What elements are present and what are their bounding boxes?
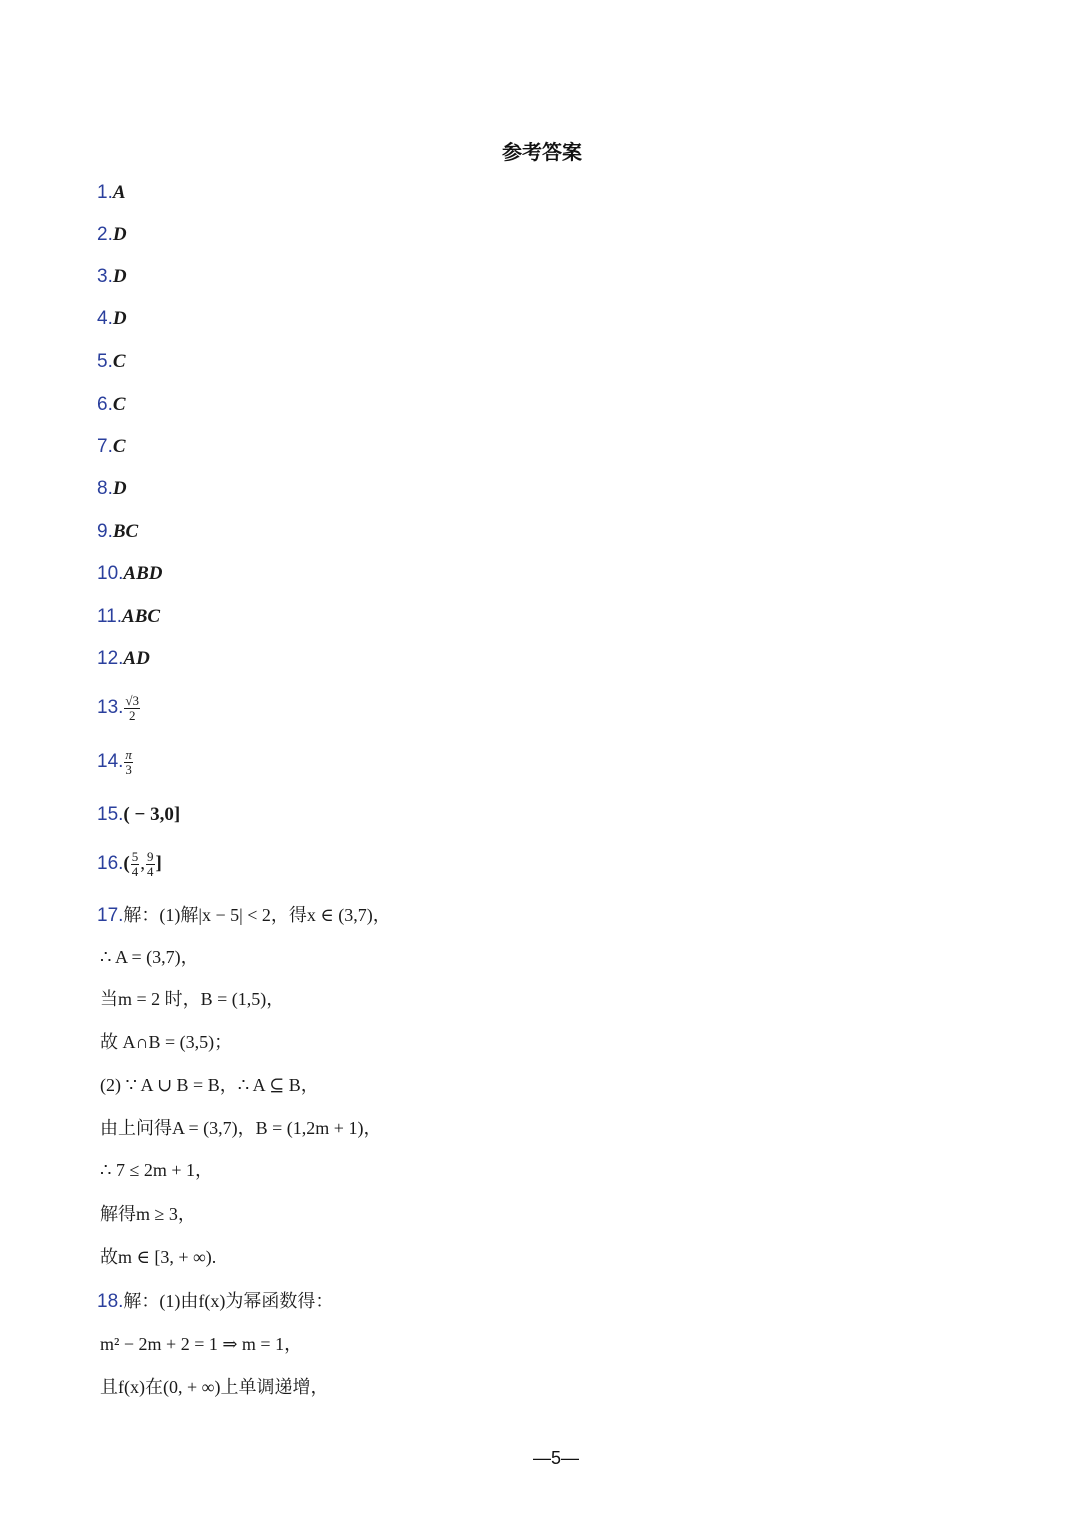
question-number: 14. [97,751,124,772]
fraction [124,748,133,777]
question-number: 8. [97,478,113,499]
question-number: 2. [97,224,113,245]
question-number: 17. [97,905,124,926]
answer-line-13 [97,690,141,726]
solution-line: m² − 2m + 2 = 1 ⇒ m = 1， [100,1334,303,1354]
question-number: 18. [97,1291,124,1312]
answer-line-7 [97,434,126,460]
question-number: 9. [97,521,113,542]
answer-value: C [112,436,126,457]
fraction-numerator: √3 [125,693,140,709]
answer-value: ABD [123,563,163,584]
solution-line: 故 A∩B = (3,5)； [100,1032,233,1052]
solution-line: 解得m ≥ 3， [100,1204,196,1224]
question-number: 6. [97,394,113,415]
question-number: 12. [97,648,124,669]
solution-line: 且f(x)在(0, + ∞)上单调递增， [100,1377,329,1397]
answer-value: D [112,478,127,499]
answer-line-9 [97,519,138,545]
answer-line-12 [97,646,150,672]
solution-text: 解：(1)解|x − 5| < 2，得x ∈ (3,7)， [123,905,391,925]
question-number: 13. [97,697,124,718]
answer-line-11 [97,604,160,630]
answer-line-16 [97,846,162,882]
solution-line: ∴ 7 ≤ 2m + 1， [100,1160,213,1180]
fraction [124,694,140,723]
answer-line-2 [97,222,127,248]
fraction-denominator: 3 [125,762,132,778]
solution-line [97,1288,333,1315]
page-number: —5— [532,1448,579,1468]
answer-value: BC [112,521,139,542]
answer-value: C [112,351,126,372]
answer-line-3 [97,264,127,290]
fraction-numerator: 5 [131,849,139,865]
interval-open: ( [123,853,130,874]
answer-line-5 [97,349,126,375]
answer-value: D [112,266,127,287]
separator: , [140,853,145,874]
answer-value: C [112,394,126,415]
question-number: 4. [97,308,113,329]
solution-text: 解：(1)由f(x)为幂函数得： [123,1291,334,1311]
question-number: 5. [97,351,113,372]
question-number: 15. [97,804,124,825]
interval-close: ] [155,853,162,874]
question-number: 11. [97,606,123,627]
answer-line-6 [97,392,126,418]
question-number: 1. [97,182,113,203]
question-number: 16. [97,853,124,874]
answer-line-1 [97,180,126,206]
question-number: 7. [97,436,113,457]
fraction-numerator: 9 [147,849,154,865]
answer-line-8 [97,476,127,502]
solution-line: (2) ∵ A ∪ B = B，∴ A ⊆ B， [100,1075,319,1095]
fraction [131,850,140,879]
answer-line-10 [97,561,163,587]
answer-value: A [112,182,126,203]
solution-line [97,902,391,929]
answer-value: ( − 3,0] [123,804,181,825]
fraction-denominator: 2 [128,708,136,724]
answer-line-14 [97,744,134,780]
fraction [146,850,155,879]
page-title: 参考答案 [502,140,582,164]
answer-line-4 [97,306,127,332]
solution-line: 当m = 2 时，B = (1,5)， [100,989,285,1009]
answer-value: ABC [122,606,161,627]
fraction-numerator: π [125,747,132,763]
answer-value: D [112,308,127,329]
fraction-denominator: 4 [147,864,154,880]
answer-line-15 [97,802,180,828]
solution-line: 故m ∈ [3, + ∞). [100,1247,217,1267]
question-number: 10. [97,563,124,584]
question-number: 3. [97,266,113,287]
solution-line: 由上问得A = (3,7)，B = (1,2m + 1)， [100,1118,382,1138]
fraction-denominator: 4 [131,864,139,880]
answer-value: D [112,224,127,245]
answer-value: AD [123,648,150,669]
solution-line: ∴ A = (3,7)， [100,947,199,967]
